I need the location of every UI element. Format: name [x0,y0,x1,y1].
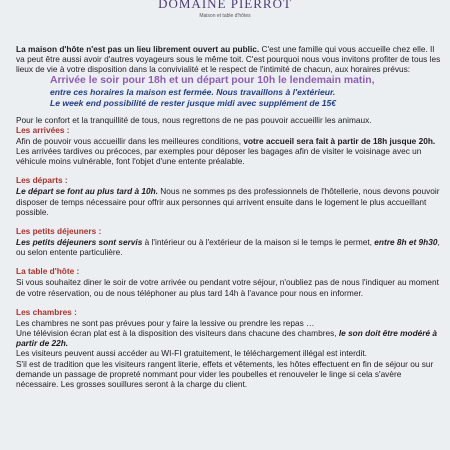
arrivees-text-2: Les arrivées tardives ou précoces, par exemples pour déposer les bagages afin de visiter le voisinage avec un véhicule moins vulnérable, font l'objet d'une entente préalable. [16,146,422,167]
intro-lead: La maison d'hôte n'est pas un lieu librement ouvert au public. [16,44,260,54]
section-chambres [16,307,444,389]
section-table-hote [16,266,444,297]
arrivees-text-1: Afin de pouvoir vous accueillir dans les meilleures conditions, [16,135,244,146]
table-hote-text: Si vous souhaitez diner le soir de votre arrivée ou pendant votre séjour, n'oubliez pas de nous l'indiquer au moment de votre réservation, ou de nous téléphoner au plus tard 14h à l'avance pour nous en informer. [16,277,439,298]
logo-title: DOMAINE PIERROT [158,0,292,11]
petits-dej-hours: entre 8h et 9h30 [374,237,438,248]
section-petits-dejeuners [16,226,444,257]
chambres-sound: le son doit être modéré à partir de 22h. [16,328,438,349]
logo [0,0,450,19]
section-heading-table-hote: La table d'hôte : [16,266,80,277]
arrivees-text [16,136,444,167]
intro-text: C'est une famille qui vous accueille chez elle. Il va peut être aussi avoir d'autres voyageurs sous le même toit. C'est pourquoi nous vous invitons profiter de tous les lieux de vie à votre disposition dans la convivialité et le respect de l'intimité de chacun, aux horaires prévus: [16,44,441,75]
section-departs [16,175,444,217]
departs-text [16,186,444,217]
pets-paragraph: Pour le confort et la tranquillité de tous, nous regrettons de ne pas pouvoir accueillir les animaux. [16,114,372,125]
departs-body: Nous ne sommes ps des professionnels de l'hôtellerie, nous devons pouvoir disposer de temps nécessaire pour offrir aux personnes qui arrivent ensuite dans le logement le plus accueillant possible. [16,186,440,217]
hours-line-closed: entre ces horaires la maison est fermée. Nous travaillons à l'extérieur. [50,86,336,97]
chambres-tv: Une télévision écran plat est à la disposition des visiteurs dans chacune des chambres, [16,328,339,339]
petits-dej-lead: Les petits déjeuners sont servis [16,237,143,248]
chambres-text-1: Les chambres ne sont pas prévues pour y faire la lessive ou prendre les repas … [16,317,315,328]
petits-dej-text-1: à l'intérieur ou à l'extérieur de la maison si le temps le permet, [142,237,375,248]
chambres-text-4: S'il est de tradition que les visiteurs rangent literie, effets et vêtements, les hôtes effectuent en fin de séjour ou sur demande un passage de propreté nommant pour vider les poubelles et renouveler le linge si cela s'avère nécessaire. Les grosses souillures seront à la charge du client. [16,358,434,390]
section-heading-departs: Les départs : [16,175,68,186]
section-arrivees [16,125,444,167]
chambres-text-3: Les visiteurs peuvent aussi accéder au WI-FI gratuitement, le téléchargement illégal est interdit. [16,348,367,359]
hours-line-weekend: Le week end possibilité de rester jusque midi avec supplément de 15€ [50,97,337,108]
arrivees-hours: votre accueil sera fait à partir de 18h jusque 20h. [243,135,436,146]
document-body [16,44,444,398]
section-heading-arrivees: Les arrivées : [16,124,70,135]
intro-paragraph [16,44,444,75]
chambres-text-2 [16,328,444,348]
section-heading-chambres: Les chambres : [16,306,77,317]
departs-time: Le départ se font au plus tard à 10h. [16,186,158,197]
hours-line-arrival-departure: Arrivée le soir pour 18h et un départ pour 10h le lendemain matin, [50,74,375,86]
hours-block [50,75,444,109]
petits-dej-text-2: , ou selon entente particulière. [16,237,440,258]
logo-subtitle: Maison et table d'hôtes [199,13,251,19]
petits-dejeuners-text [16,237,444,257]
section-heading-petits-dejeuners: Les petits déjeuners : [16,226,102,237]
